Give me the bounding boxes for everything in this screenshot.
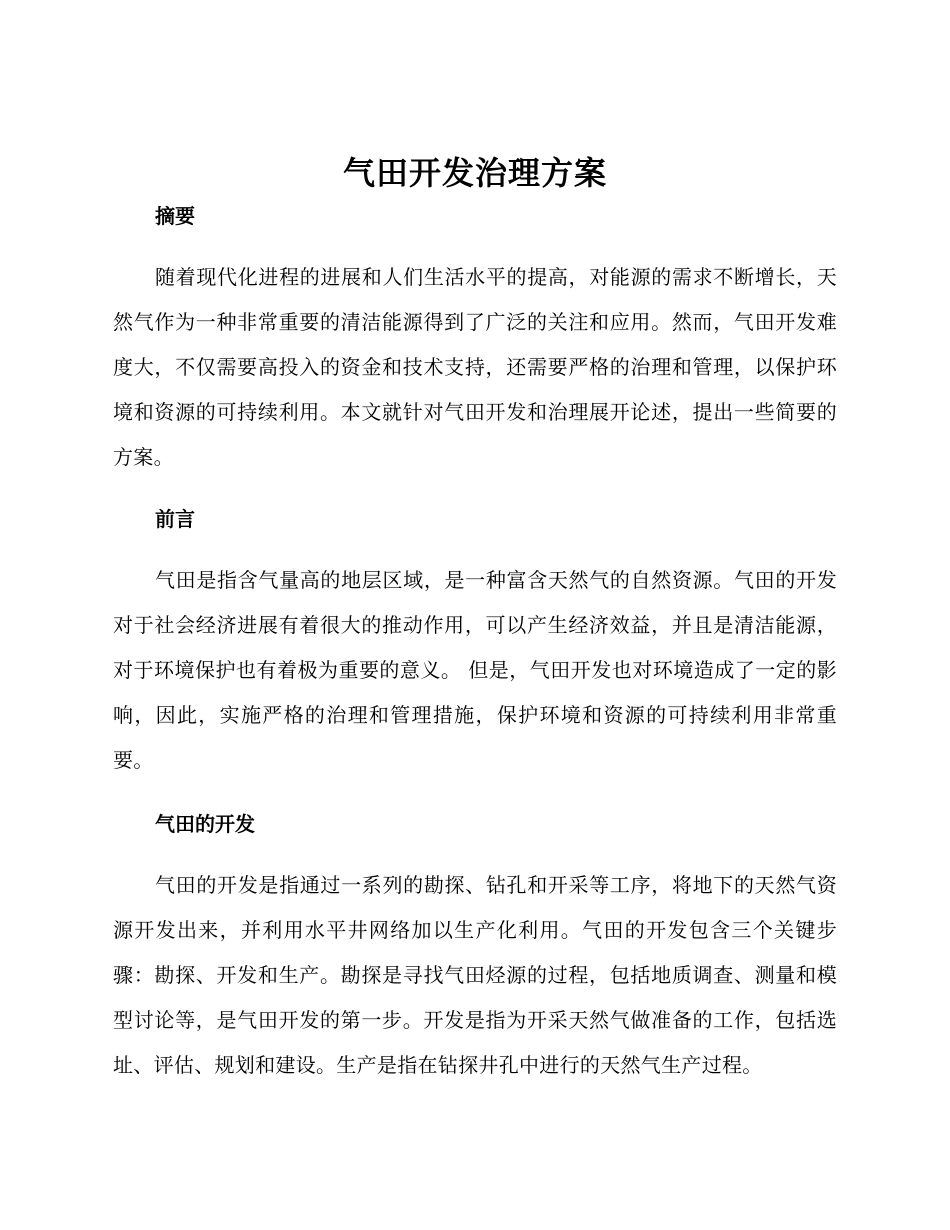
page-title: 气田开发治理方案 — [342, 154, 607, 192]
section-heading-preface: 前言 — [155, 507, 195, 531]
paragraph-preface: 气田是指含气量高的地层区域，是一种富含天然气的自然资源。气田的开发对于社会经济进展有着很大的推动作用，可以产生经济效益，并且是清洁能源，对于环境保护也有着极为重要的意义。 但是，气田开发也对环境造成了一定的影响，因此，实施严格的治理和管理措施，保护环境和资源的可持续利用非常重要。 — [113, 568, 837, 772]
section-heading-abstract: 摘要 — [155, 204, 195, 228]
section-heading-gas-field-development: 气田的开发 — [155, 812, 255, 836]
paragraph-abstract: 随着现代化进程的进展和人们生活水平的提高，对能源的需求不断增长，天然气作为一种非常重要的清洁能源得到了广泛的关注和应用。然而，气田开发难度大，不仅需要高投入的资金和技术支持，还需要严格的治理和管理，以保护环境和资源的可持续利用。本文就针对气田开发和治理展开论述，提出一些简要的方案。 — [113, 265, 837, 469]
document-page — [113, 150, 837, 1088]
paragraph-gas-field-development: 气田的开发是指通过一系列的勘探、钻孔和开采等工序，将地下的天然气资源开发出来，并利用水平井网络加以生产化利用。气田的开发包含三个关键步骤：勘探、开发和生产。勘探是寻找气田烃源的过程，包括地质调查、测量和模型讨论等，是气田开发的第一步。开发是指为开采天然气做准备的工作，包括选址、评估、规划和建设。生产是指在钻探井孔中进行的天然气生产过程。 — [113, 873, 837, 1077]
